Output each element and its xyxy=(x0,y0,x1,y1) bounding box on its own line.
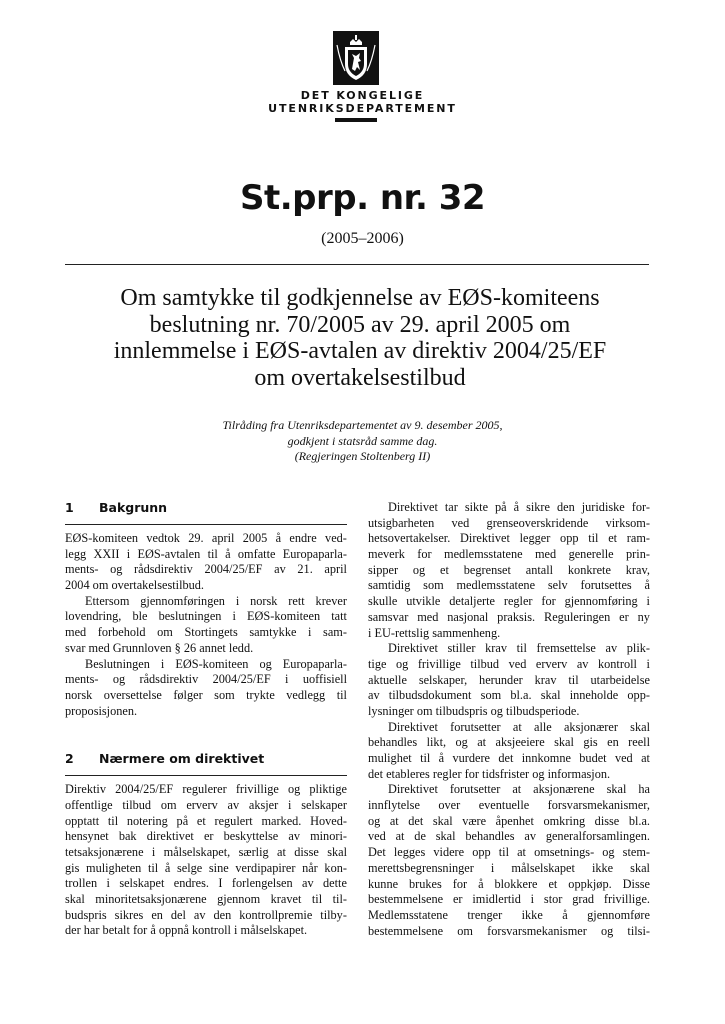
text-line: med forbehold om Stortingets samtykke i sam- xyxy=(65,625,347,640)
title-line: om overtakelsestilbud xyxy=(254,364,466,391)
text-line: samtidig som medlemsstatene selv forutsettes å xyxy=(368,578,650,593)
text-line: trollen i selskapet endres. I forlengelsen av dette xyxy=(65,876,347,891)
text-line: av tilbudsdokument som bl.a. skal inneholde opp- xyxy=(368,688,650,703)
text-line: behandles likt, og at aksjeeiere skal gis en reell xyxy=(368,735,650,750)
section-1-body xyxy=(65,531,347,719)
title-divider xyxy=(65,264,649,265)
text-line: lovendring, ble beslutningen i EØS-komiteen tatt xyxy=(65,609,347,624)
section-number: 2 xyxy=(65,751,74,767)
left-column xyxy=(65,500,347,939)
text-line: lysninger om tilbudspris og tilbudsperiode. xyxy=(368,703,580,718)
text-line: ments- og rådsdirektiv 2004/25/EF av 21. april xyxy=(65,562,347,577)
text-line: Medlemsstatene trenger ikke å gjennomføre xyxy=(368,907,650,922)
text-line: skal minoritetsaksjonærene gjennom kravet til til- xyxy=(65,892,347,907)
text-line: Direktivet stiller krav til fremsettelse av plik- xyxy=(388,641,650,656)
text-line: Beslutningen i EØS-komiteen og Europaparla- xyxy=(85,656,347,671)
text-line: norsk oversettelse følger som trykte vedlegg til xyxy=(65,687,347,702)
text-line: tetsaksjonærene i målselskapet, særlig at disse skal xyxy=(65,845,347,859)
text-line: gis muligheten til å selge sine verdipapirer når kon- xyxy=(65,860,347,875)
text-line: budspris sikres en del av den kontrollpremie tilby- xyxy=(65,907,347,922)
section-2-body xyxy=(65,782,347,939)
text-line: proposisjonen. xyxy=(65,703,138,718)
text-line: Det legges videre opp til at omsetnings- og stem- xyxy=(368,845,650,860)
text-line: 2004 om overtakelsestilbud. xyxy=(65,578,205,593)
text-line: bestemmelsene er imidlertid i stor grad frivillige. xyxy=(368,892,650,907)
text-line: innflytelse over eventuelle forsvarsmekanismer, xyxy=(368,798,650,813)
text-line: hetsovertakelser. Direktivet legger opp til et ram- xyxy=(368,531,650,546)
text-line: kunne brukes for å blokkere et oppkjøp. Disse xyxy=(368,876,650,891)
coat-of-arms-logo xyxy=(333,31,379,85)
section-divider xyxy=(65,524,347,525)
section-1-heading xyxy=(65,500,347,516)
document-title xyxy=(60,285,660,391)
text-line: offentlige tilbud om erverv av aksjer i selskaper xyxy=(65,797,347,812)
text-line: svar med Grunnloven § 26 annet ledd. xyxy=(65,640,254,655)
text-line: aktuelle selskaper, herunder krav til utarbeidelse xyxy=(368,672,650,687)
section-title: Bakgrunn xyxy=(99,500,168,515)
section-2-heading xyxy=(65,751,347,767)
text-line: Direktivet forutsetter at aksjonærene skal ha xyxy=(388,782,650,797)
text-line: hensynet bak direktivet er beskyttelse av minori- xyxy=(65,829,347,844)
title-line: Om samtykke til godkjennelse av EØS-komiteens xyxy=(120,285,600,311)
text-line: Direktivet forutsetter at alle aksjonærer skal xyxy=(388,719,650,734)
text-line: ved at de skal behandles av generalforsamlingen. xyxy=(368,829,650,844)
text-line: opptatt til notering på et regulert marked. Hoved- xyxy=(65,813,347,828)
text-line: utsigbarheten ved grenseoverskridende virksom- xyxy=(368,515,650,530)
text-line: tige og frivillige tilbud ved erverv av kontroll i xyxy=(368,656,650,671)
text-line: samsvar med nasjonal praksis. Reguleringen er ny xyxy=(368,609,650,624)
section-number: 1 xyxy=(65,500,74,515)
recommendation-line: (Regjeringen Stoltenberg II) xyxy=(294,449,431,463)
text-line: meverk for medlemsstatene med generelle prin- xyxy=(368,547,650,562)
text-line: der har betalt for å oppnå kontroll i målselskapet. xyxy=(65,923,308,938)
text-line: Direktiv 2004/25/EF regulerer frivillige og pliktige xyxy=(65,782,347,797)
title-line: innlemmelse i EØS-avtalen av direktiv 2004/25/EF xyxy=(113,338,607,364)
title-line: beslutning nr. 70/2005 av 29. april 2005 om xyxy=(149,311,571,338)
right-column xyxy=(368,500,650,939)
right-column-body xyxy=(368,500,650,939)
ministry-name-line2: UTENRIKSDEPARTEMENT xyxy=(268,102,457,115)
text-line: legg XXII i EØS-avtalen til å omfatte Europaparla- xyxy=(65,546,347,561)
text-line: og at det skal være åpenhet omkring disse bl.a. xyxy=(368,813,650,828)
text-line: merettsbegrensninger i målselskapet ikke skal xyxy=(368,860,650,875)
text-line: bestemmelsene om forsvarsmekanismer og tilsi- xyxy=(368,923,650,938)
text-line: Ettersom gjennomføringen i norsk rett krever xyxy=(85,593,347,608)
text-line: mulighet til å vurdere det innkomne budet ved at xyxy=(368,751,650,765)
ministry-name-line1: DET KONGELIGE xyxy=(300,89,425,102)
text-line: det etableres regler for tidsfrister og informasjon. xyxy=(368,766,611,781)
section-title: Nærmere om direktivet xyxy=(99,751,265,767)
recommendation xyxy=(0,418,725,465)
session-year: (2005–2006) xyxy=(321,230,404,247)
ministry-underline xyxy=(335,118,377,122)
text-line: Direktivet tar sikte på å sikre den juridiske for- xyxy=(388,500,650,514)
section-divider xyxy=(65,775,347,776)
document-number: St.prp. nr. 32 xyxy=(239,178,486,218)
text-line: EØS-komiteen vedtok 29. april 2005 å endre ved- xyxy=(65,531,347,545)
text-line: ments- og rådsdirektiv 2004/25/EF i uoffisiell xyxy=(65,672,347,687)
text-line: i EU-rettslig sammenheng. xyxy=(368,625,501,640)
recommendation-line: Tilråding fra Utenriksdepartementet av 9. desember 2005, xyxy=(222,418,503,432)
recommendation-line: godkjent i statsråd samme dag. xyxy=(287,433,438,448)
text-line: skulle utvikle detaljerte regler for gjennomføring i xyxy=(368,594,650,609)
text-line: sipper og et begrenset antall konkrete krav, xyxy=(368,562,650,577)
